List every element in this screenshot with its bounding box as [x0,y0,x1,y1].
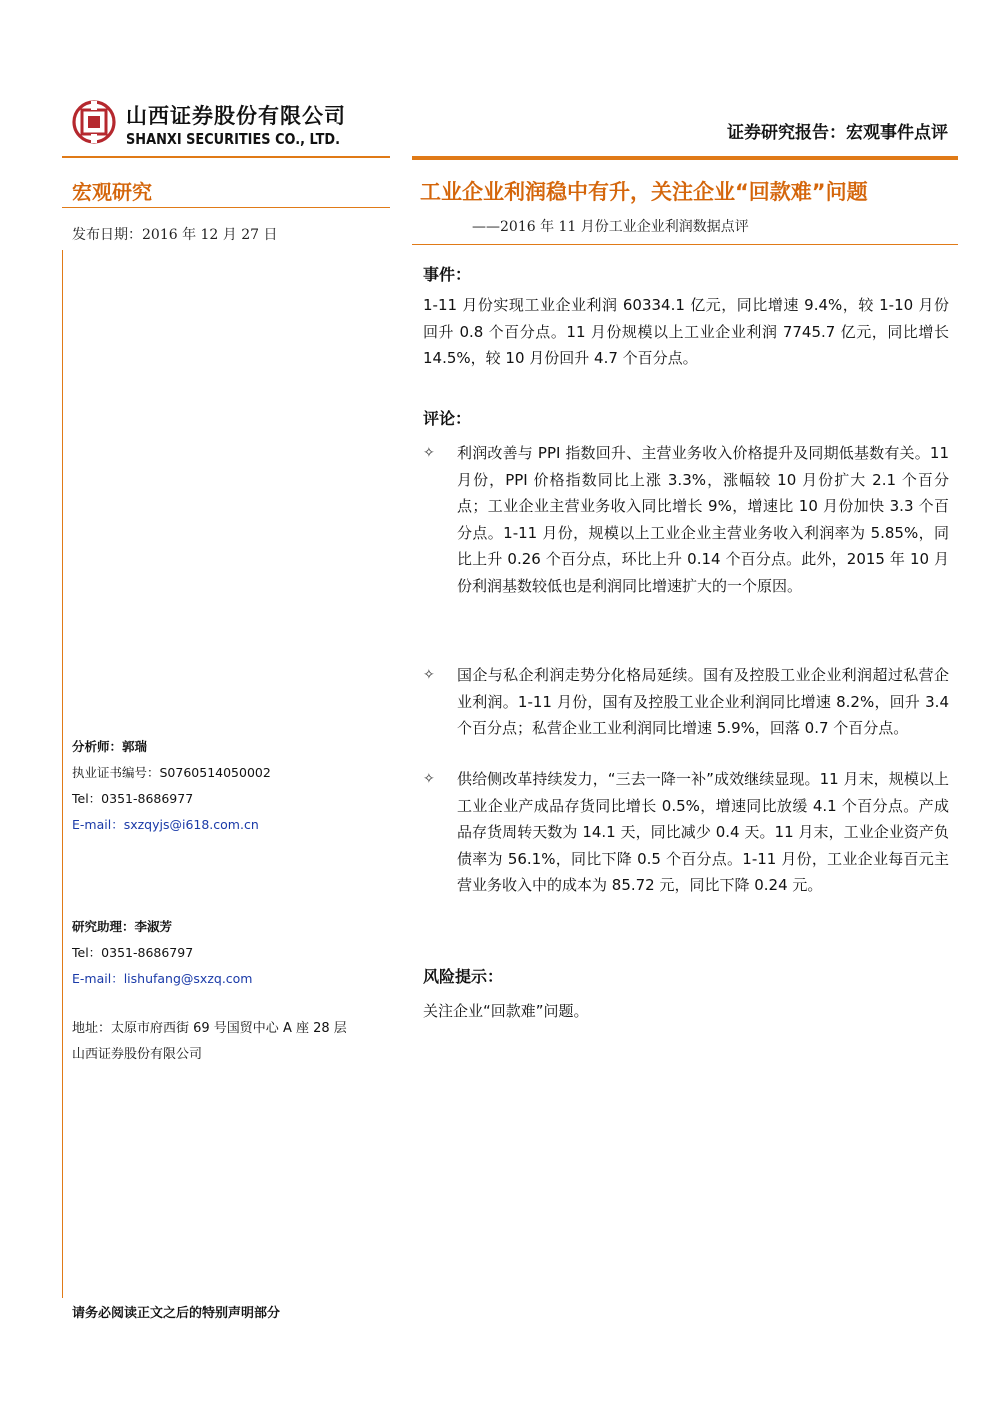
event-text: 1-11 月份实现工业企业利润 60334.1 亿元，同比增速 9.4%，较 1-10 月份回升 0.8 个百分点。11 月份规模以上工业企业利润 7745.7 亿元，同比增长 14.5%，较 10 月份回升 4.7 个百分点。 [423,296,949,367]
assistant-info [72,914,253,992]
company-name-en: SHANXI SECURITIES CO., LTD. [126,130,341,148]
header-rule-left [62,156,390,158]
title-divider [412,244,958,245]
section-title: 宏观研究 [72,180,152,204]
report-subtitle: ——2016 年 11 月份工业企业利润数据点评 [472,219,749,235]
section-divider-left [62,207,390,208]
analyst-email[interactable]: E-mail：sxzqyjs@i618.com.cn [72,817,259,832]
address: 地址：太原市府西街 69 号国贸中心 A 座 28 层 [72,1021,347,1036]
analyst-name: 分析师：郭瑞 [72,739,148,754]
comment-heading: 评论： [423,409,472,428]
company-footer-name: 山西证券股份有限公司 [72,1047,203,1062]
analyst-cert: 执业证书编号：S0760514050002 [72,765,271,780]
bullet-diamond-icon: ✧ [423,771,435,787]
company-logo-icon [72,98,116,146]
risk-text: 关注企业“回款难”问题。 [423,1002,589,1020]
comment-item-3 [423,766,949,899]
analyst-info [72,734,271,838]
comment-text: 国企与私企利润走势分化格局延续。国有及控股工业企业利润超过私营企业利润。1-11 月份，国有及控股工业企业利润同比增速 8.2%，回升 3.4 个百分点；私营企业工业利润同比增速 5.9%，回落 0.7 个百分点。 [457,666,949,737]
disclaimer-note: 请务必阅读正文之后的特别声明部分 [72,1306,281,1321]
address-info [72,1016,347,1068]
company-name-cn: 山西证券股份有限公司 [126,104,346,128]
analyst-tel: Tel：0351-8686977 [72,791,194,806]
bullet-diamond-icon: ✧ [423,667,435,683]
left-column-border [62,250,63,1298]
bullet-diamond-icon: ✧ [423,445,435,461]
assistant-tel: Tel：0351-8686797 [72,945,194,960]
event-heading: 事件： [423,265,472,284]
comment-item-1 [423,440,949,599]
assistant-email[interactable]: E-mail：lishufang@sxzq.com [72,971,253,986]
header-rule-right [412,156,958,160]
comment-text: 供给侧改革持续发力，“三去一降一补”成效继续显现。11 月末，规模以上工业企业产成品存货同比增长 0.5%，增速同比放缓 4.1 个百分点。产成品存货周转天数为 14.1 天，同比减少 0.4 天。11 月末，工业企业资产负债率为 56.1%，同比下降 0.5 个百分点。1-11 月份，工业企业每百元主营业务收入中的成本为 85.72 元，同比下降 0.24 元。 [457,770,949,894]
report-type: 证券研究报告：宏观事件点评 [727,123,948,143]
comment-text: 利润改善与 PPI 指数回升、主营业务收入价格提升及同期低基数有关。11 月份，PPI 价格指数同比上涨 3.3%，涨幅较 10 月份扩大 2.1 个百分点；工业企业主营业务收入同比增长 9%，增速比 10 月份加快 3.3 个百分点。1-11 月份，规模以上工业企业主营业务收入利润率为 5.85%，同比上升 0.26 个百分点，环比上升 0.14 个百分点。此外，2015 年 10 月份利润基数较低也是利润同比增速扩大的一个原因。 [457,444,949,595]
report-title: 工业企业利润稳中有升，关注企业“回款难”问题 [420,180,868,204]
risk-heading: 风险提示： [423,967,504,986]
assistant-name: 研究助理：李淑芳 [72,919,173,934]
comment-item-2 [423,662,949,742]
publish-date: 发布日期：2016 年 12 月 27 日 [72,227,278,243]
